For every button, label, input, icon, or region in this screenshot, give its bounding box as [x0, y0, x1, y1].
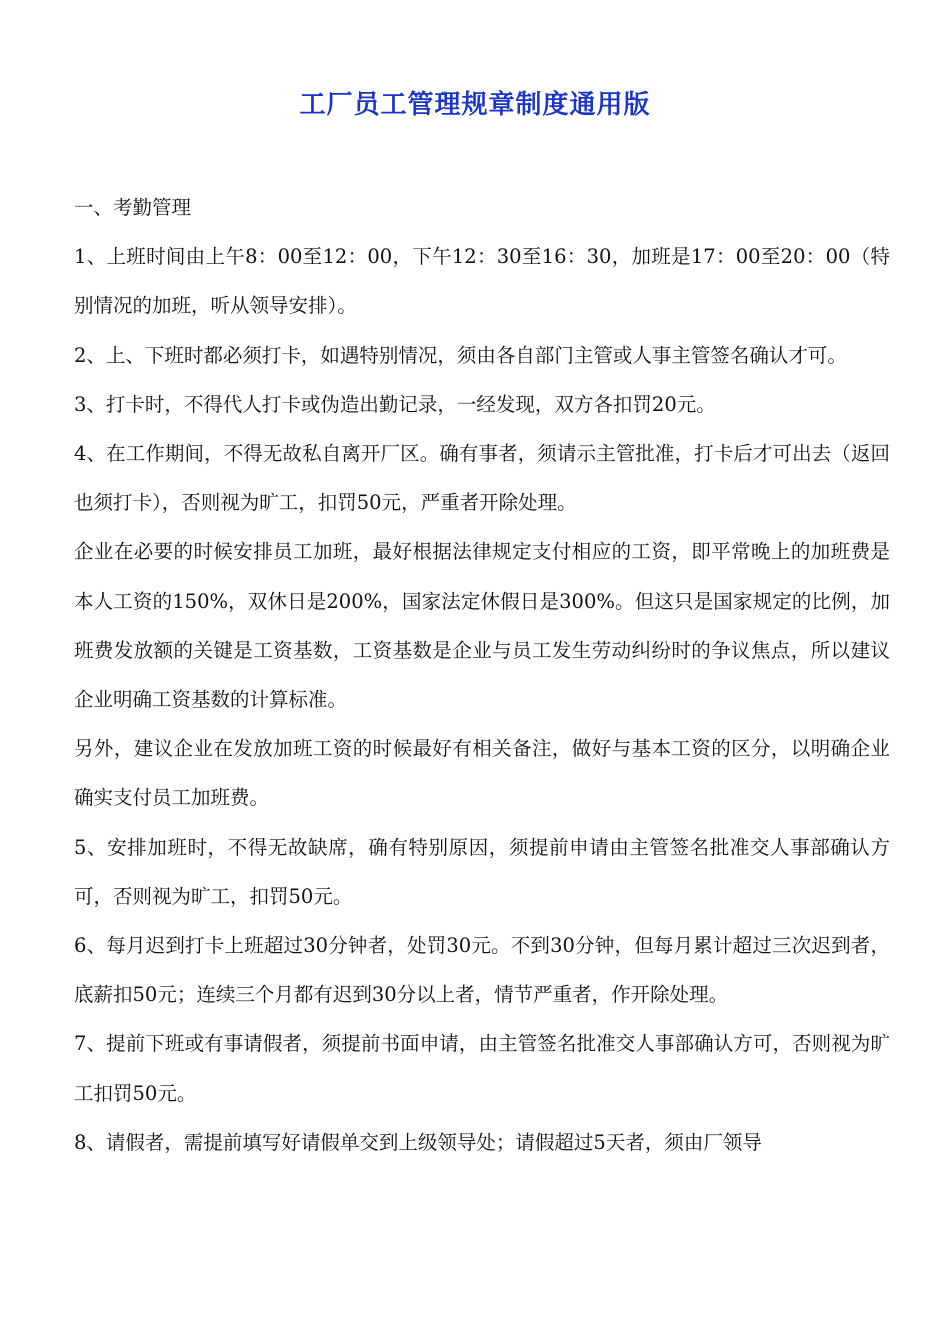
paragraph-rule-1: 1、上班时间由上午8：00至12：00，下午12：30至16：30，加班是17：00至20：00（特别情况的加班，听从领导安排）。: [74, 245, 890, 318]
section-heading: 一、考勤管理: [74, 196, 192, 219]
paragraph-rule-5: 5、安排加班时，不得无故缺席，确有特别原因，须提前申请由主管签名批准交人事部确认方可，否则视为旷工，扣罚50元。: [74, 835, 890, 908]
document-body: [74, 183, 890, 1167]
paragraph-rule-3: 3、打卡时，不得代人打卡或伪造出勤记录，一经发现，双方各扣罚20元。: [74, 392, 716, 416]
paragraph-rule-6: 6、每月迟到打卡上班超过30分钟者，处罚30元。不到30分钟，但每月累计超过三次迟到者，底薪扣50元；连续三个月都有迟到30分以上者，情节严重者，作开除处理。: [74, 934, 890, 1007]
paragraph-overtime-pay: 企业在必要的时候安排员工加班，最好根据法律规定支付相应的工资，即平常晚上的加班费是本人工资的150%，双休日是200%，国家法定休假日是300%。但这只是国家规定的比例，加班费发放额的关键是工资基数，工资基数是企业与员工发生劳动纠纷时的争议焦点，所以建议企业明确工资基数的计算标准。: [74, 540, 890, 712]
document-title: 工厂员工管理规章制度通用版: [299, 90, 651, 120]
paragraph-rule-2: 2、上、下班时都必须打卡，如遇特别情况，须由各自部门主管或人事主管签名确认才可。: [74, 343, 847, 367]
paragraph-rule-8: 8、请假者，需提前填写好请假单交到上级领导处；请假超过5天者，须由厂领导: [74, 1130, 762, 1154]
paragraph-overtime-note: 另外，建议企业在发放加班工资的时候最好有相关备注，做好与基本工资的区分，以明确企业确实支付员工加班费。: [74, 737, 890, 810]
paragraph-rule-4: 4、在工作期间，不得无故私自离开厂区。确有事者，须请示主管批准，打卡后才可出去（返回也须打卡），否则视为旷工，扣罚50元，严重者开除处理。: [74, 442, 890, 515]
paragraph-rule-7: 7、提前下班或有事请假者，须提前书面申请，由主管签名批准交人事部确认方可，否则视为旷工扣罚50元。: [74, 1032, 890, 1105]
